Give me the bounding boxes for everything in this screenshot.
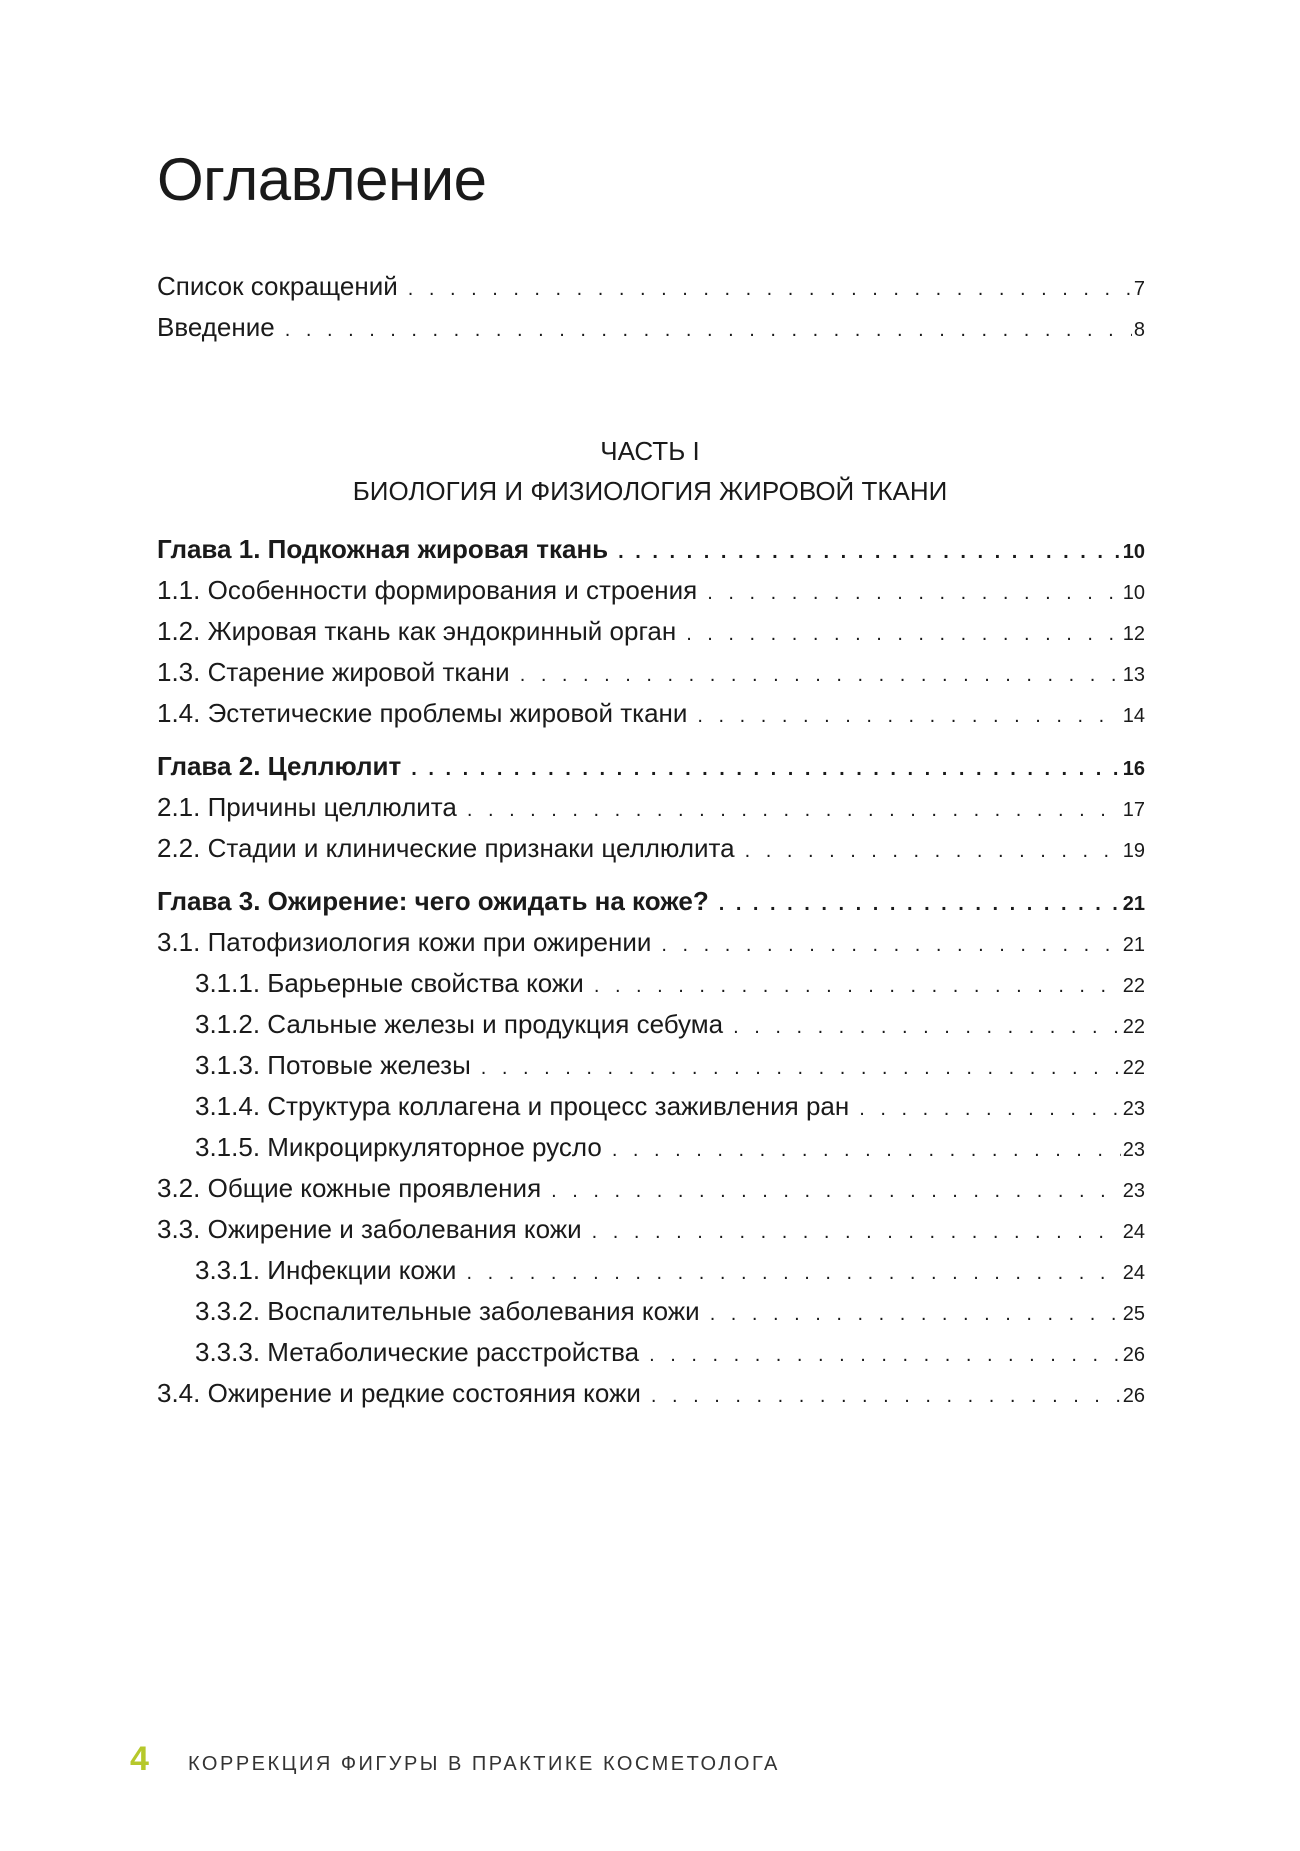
leader-dots: [710, 1294, 1121, 1335]
toc-section-1-3[interactable]: [157, 652, 1145, 693]
part-title: БИОЛОГИЯ И ФИЗИОЛОГИЯ ЖИРОВОЙ ТКАНИ: [352, 476, 948, 506]
leader-dots: [651, 1376, 1121, 1417]
front-matter-list: [157, 266, 1145, 348]
leader-dots: [618, 532, 1121, 573]
toc-section-1-2[interactable]: [157, 611, 1145, 652]
toc-entry-label: Введение: [157, 312, 275, 342]
toc-entry-label: 1.2. Жировая ткань как эндокринный орган: [157, 616, 677, 646]
toc-entry-label: Глава 2. Целлюлит: [157, 751, 402, 781]
leader-dots: [612, 1130, 1121, 1171]
leader-dots: [686, 614, 1121, 655]
toc-subsection-3-1-3[interactable]: [157, 1045, 1145, 1086]
toc-entry-label: 2.1. Причины целлюлита: [157, 792, 457, 822]
toc-entry-abbreviations[interactable]: [157, 266, 1145, 307]
toc-section-3-2[interactable]: [157, 1168, 1145, 1209]
toc-entry-page: 23: [1122, 1139, 1145, 1161]
toc-entry-label: 3.2. Общие кожные проявления: [157, 1173, 542, 1203]
toc-section-3-3[interactable]: [157, 1209, 1145, 1250]
leader-dots: [719, 884, 1121, 925]
leader-dots: [466, 1253, 1120, 1294]
toc-list: [157, 529, 1145, 1414]
toc-entry-label: 3.1.1. Барьерные свойства кожи: [195, 968, 584, 998]
leader-dots: [859, 1089, 1120, 1130]
toc-entry-page: 26: [1122, 1344, 1145, 1366]
leader-dots: [661, 925, 1120, 966]
toc-entry-label: 3.3. Ожирение и заболевания кожи: [157, 1214, 582, 1244]
toc-entry-label: 3.1.3. Потовые железы: [195, 1050, 471, 1080]
toc-entry-label: 1.4. Эстетические проблемы жировой ткани: [157, 698, 688, 728]
toc-subsection-3-1-2[interactable]: [157, 1004, 1145, 1045]
leader-dots: [285, 310, 1132, 351]
part-heading: [0, 431, 1300, 511]
running-head: КОРРЕКЦИЯ ФИГУРЫ В ПРАКТИКЕ КОСМЕТОЛОГА: [188, 1753, 780, 1775]
toc-chapter-1[interactable]: [157, 529, 1145, 570]
toc-entry-label: 1.3. Старение жировой ткани: [157, 657, 510, 687]
toc-entry-label: 1.1. Особенности формирования и строения: [157, 575, 698, 605]
toc-subsection-3-3-2[interactable]: [157, 1291, 1145, 1332]
leader-dots: [408, 269, 1132, 310]
toc-section-2-2[interactable]: [157, 828, 1145, 869]
toc-section-1-1[interactable]: [157, 570, 1145, 611]
toc-entry-label: 3.4. Ожирение и редкие состояния кожи: [157, 1378, 641, 1408]
toc-entry-label: 2.2. Стадии и клинические признаки целлюлита: [157, 833, 735, 863]
toc-entry-page: 10: [1122, 541, 1145, 563]
toc-entry-page: 10: [1122, 582, 1145, 604]
toc-subsection-3-3-1[interactable]: [157, 1250, 1145, 1291]
page-title: Оглавление: [157, 146, 487, 213]
toc-subsection-3-1-1[interactable]: [157, 963, 1145, 1004]
leader-dots: [649, 1335, 1121, 1376]
toc-entry-page: 7: [1133, 278, 1145, 300]
toc-entry-label: Глава 1. Подкожная жировая ткань: [157, 534, 609, 564]
leader-dots: [411, 749, 1121, 790]
toc-entry-label: 3.1.4. Структура коллагена и процесс заживления ран: [195, 1091, 850, 1121]
leader-dots: [467, 790, 1121, 831]
toc-entry-page: 25: [1122, 1303, 1145, 1325]
toc-entry-page: 19: [1122, 840, 1145, 862]
toc-subsection-3-1-4[interactable]: [157, 1086, 1145, 1127]
toc-section-2-1[interactable]: [157, 787, 1145, 828]
part-number: ЧАСТЬ I: [600, 436, 700, 466]
toc-entry-page: 13: [1122, 664, 1145, 686]
leader-dots: [594, 966, 1121, 1007]
toc-entry-page: 14: [1122, 705, 1145, 727]
toc-entry-label: Список сокращений: [157, 271, 398, 301]
toc-entry-page: 22: [1122, 975, 1145, 997]
toc-entry-label: Глава 3. Ожирение: чего ожидать на коже?: [157, 886, 709, 916]
toc-section-3-1[interactable]: [157, 922, 1145, 963]
leader-dots: [745, 831, 1121, 872]
leader-dots: [520, 655, 1121, 696]
toc-entry-label: 3.1.5. Микроциркуляторное русло: [195, 1132, 602, 1162]
toc-subsection-3-1-5[interactable]: [157, 1127, 1145, 1168]
toc-entry-page: 22: [1122, 1016, 1145, 1038]
leader-dots: [592, 1212, 1121, 1253]
toc-entry-page: 8: [1133, 319, 1145, 341]
toc-section-3-4[interactable]: [157, 1373, 1145, 1414]
toc-section-1-4[interactable]: [157, 693, 1145, 734]
toc-entry-introduction[interactable]: [157, 307, 1145, 348]
toc-subsection-3-3-3[interactable]: [157, 1332, 1145, 1373]
leader-dots: [481, 1048, 1121, 1089]
leader-dots: [733, 1007, 1121, 1048]
toc-entry-label: 3.1. Патофизиология кожи при ожирении: [157, 927, 652, 957]
toc-entry-page: 16: [1122, 758, 1145, 780]
toc-entry-page: 21: [1122, 934, 1145, 956]
leader-dots: [551, 1171, 1121, 1212]
leader-dots: [707, 573, 1121, 614]
page-footer: [130, 1740, 780, 1779]
toc-entry-page: 12: [1122, 623, 1145, 645]
toc-entry-page: 21: [1122, 893, 1145, 915]
toc-entry-label: 3.1.2. Сальные железы и продукция себума: [195, 1009, 724, 1039]
toc-entry-label: 3.3.3. Метаболические расстройства: [195, 1337, 640, 1367]
toc-entry-page: 23: [1122, 1180, 1145, 1202]
toc-entry-label: 3.3.1. Инфекции кожи: [195, 1255, 457, 1285]
toc-entry-page: 17: [1122, 799, 1145, 821]
toc-entry-page: 24: [1122, 1262, 1145, 1284]
toc-entry-page: 26: [1122, 1385, 1145, 1407]
toc-chapter-3[interactable]: [157, 881, 1145, 922]
toc-entry-page: 23: [1122, 1098, 1145, 1120]
toc-chapter-2[interactable]: [157, 746, 1145, 787]
toc-entry-label: 3.3.2. Воспалительные заболевания кожи: [195, 1296, 700, 1326]
toc-entry-page: 24: [1122, 1221, 1145, 1243]
folio-page-number: 4: [130, 1740, 149, 1778]
toc-entry-page: 22: [1122, 1057, 1145, 1079]
leader-dots: [697, 696, 1120, 737]
